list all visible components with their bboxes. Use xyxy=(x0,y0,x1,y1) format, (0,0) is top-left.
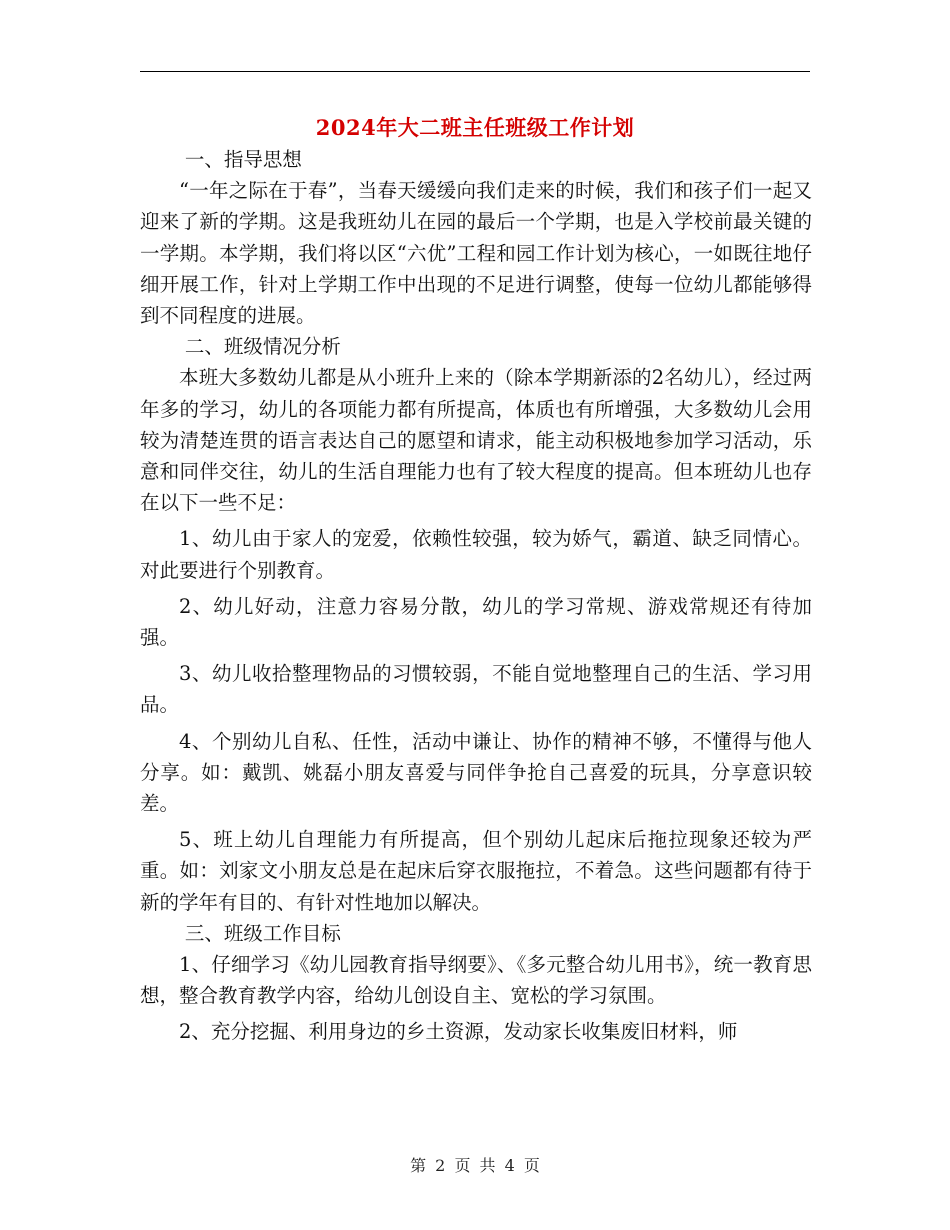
paragraph-guiding-thought: “一年之际在于春”，当春天缓缓向我们走来的时候，我们和孩子们一起又迎来了新的学期。这是我班幼儿在园的最后一个学期，也是入学校前最关键的一学期。本学期，我们将以区“六优”工程和园工作计划为核心，一如既往地仔细开展工作，针对上学期工作中出现的不足进行调整，使每一位幼儿都能够得到不同程度的进展。 xyxy=(140,179,812,328)
document-title: 2024年大二班主任班级工作计划 xyxy=(315,115,635,140)
section-heading-work-goals: 三、班级工作目标 xyxy=(184,921,341,945)
section-heading-guiding-thought: 一、指导思想 xyxy=(184,148,302,171)
list-item-shortcoming-1: 1、幼儿由于家人的宠爱，依赖性较强，较为娇气，霸道、缺乏同情心。对此要进行个别教育。 xyxy=(140,527,812,582)
page-number: 第 2 页 共 4 页 xyxy=(410,1156,540,1175)
paragraph-class-analysis: 本班大多数幼儿都是从小班升上来的（除本学期新添的2名幼儿），经过两年多的学习，幼儿的各项能力都有所提高，体质也有所增强，大多数幼儿会用较为清楚连贯的语言表达自己的愿望和请求，能主动积极地参加学习活动，乐意和同伴交往，幼儿的生活自理能力也有了较大程度的提高。但本班幼儿也存在以下一些不足： xyxy=(140,366,812,515)
list-item-goal-2: 2、充分挖掘、利用身边的乡土资源，发动家长收集废旧材料，师 xyxy=(179,1020,738,1044)
list-item-shortcoming-5: 5、班上幼儿自理能力有所提高，但个别幼儿起床后拖拉现象还较为严重。如：刘家文小朋友总是在起床后穿衣服拖拉，不着急。这些问题都有待于新的学年有目的、有针对性地加以解决。 xyxy=(140,828,812,914)
list-item-goal-1: 1、仔细学习《幼儿园教育指导纲要》、《多元整合幼儿用书》，统一教育思想，整合教育教学内容，给幼儿创设自主、宽松的学习氛围。 xyxy=(140,953,812,1008)
section-heading-class-analysis: 二、班级情况分析 xyxy=(184,335,341,359)
document-body xyxy=(140,144,812,1048)
list-item-shortcoming-3: 3、幼儿收拾整理物品的习惯较弱，不能自觉地整理自己的生活、学习用品。 xyxy=(140,662,812,717)
list-item-shortcoming-4: 4、个别幼儿自私、任性，活动中谦让、协作的精神不够，不懂得与他人分享。如：戴凯、姚磊小朋友喜爱与同伴争抢自己喜爱的玩具，分享意识较差。 xyxy=(140,729,812,816)
list-item-shortcoming-2: 2、幼儿好动，注意力容易分散，幼儿的学习常规、游戏常规还有待加强。 xyxy=(140,594,812,650)
header-rule xyxy=(140,71,810,72)
